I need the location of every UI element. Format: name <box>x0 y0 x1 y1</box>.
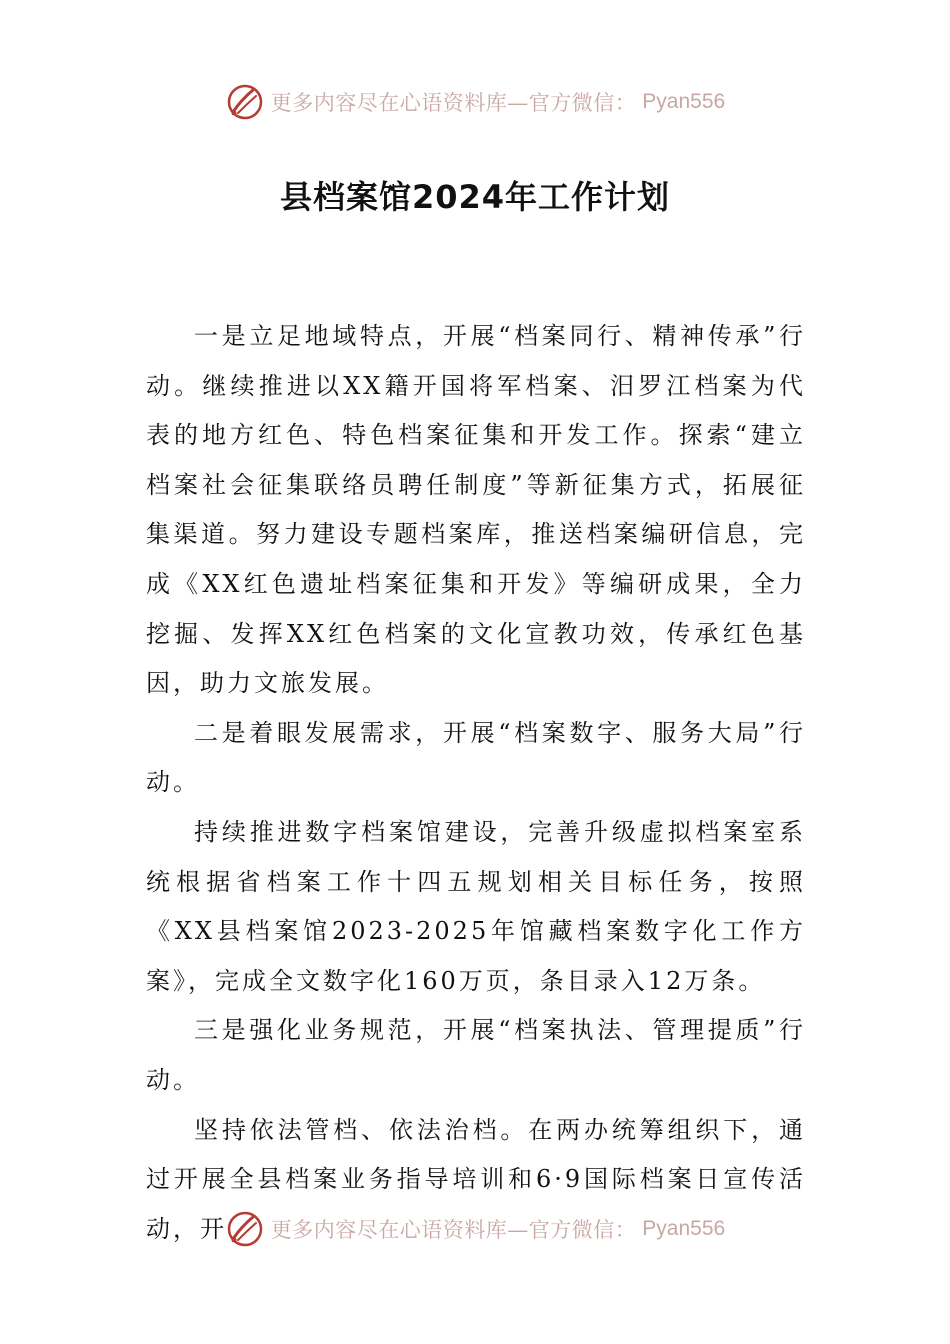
watermark-text: 更多内容尽在心语资料库—官方微信： <box>270 1218 637 1242</box>
paragraph: 坚持依法管档、依法治档。在两办统筹组织下，通过开展全县档案业务指导培训和6·9国际档案日宣传活动，开 <box>146 1115 806 1243</box>
pen-logo-icon <box>225 1209 265 1249</box>
document-body <box>146 312 806 1254</box>
paragraph: 二是着眼发展需求，开展“档案数字、服务大局”行动。 <box>146 718 806 797</box>
paragraph: 三是强化业务规范，开展“档案执法、管理提质”行动。 <box>146 1016 806 1094</box>
watermark-text: 更多内容尽在心语资料库—官方微信： <box>270 91 637 115</box>
paragraph: 一是立足地域特点，开展“档案同行、精神传承”行动。继续推进以XX籍开国将军档案、汨罗江档案为代表的地方红色、特色档案征集和开发工作。探索“建立档案社会征集联络员聘任制度”等新征集方式，拓展征集渠道。努力建设专题档案库，推送档案编研信息，完成《XX红色遗址档案征集和开发》等编研成果，全力挖掘、发挥XX红色档案的文化宣教功效，传承红色基因，助力文旅发展。 <box>146 322 806 698</box>
watermark-banner-bottom <box>0 1207 950 1251</box>
watermark-wechat-id: Pyan556 <box>642 1217 726 1240</box>
document-title: 县档案馆2024年工作计划 <box>279 178 671 216</box>
watermark-wechat-id: Pyan556 <box>642 90 726 113</box>
paragraph: 持续推进数字档案馆建设，完善升级虚拟档案室系统根据省档案工作十四五规划相关目标任务，按照《XX县档案馆2023-2025年馆藏档案数字化工作方案》，完成全文数字化160万页，条目录入12万条。 <box>146 817 806 995</box>
watermark-banner-top <box>0 80 950 124</box>
pen-logo-icon <box>225 82 265 122</box>
